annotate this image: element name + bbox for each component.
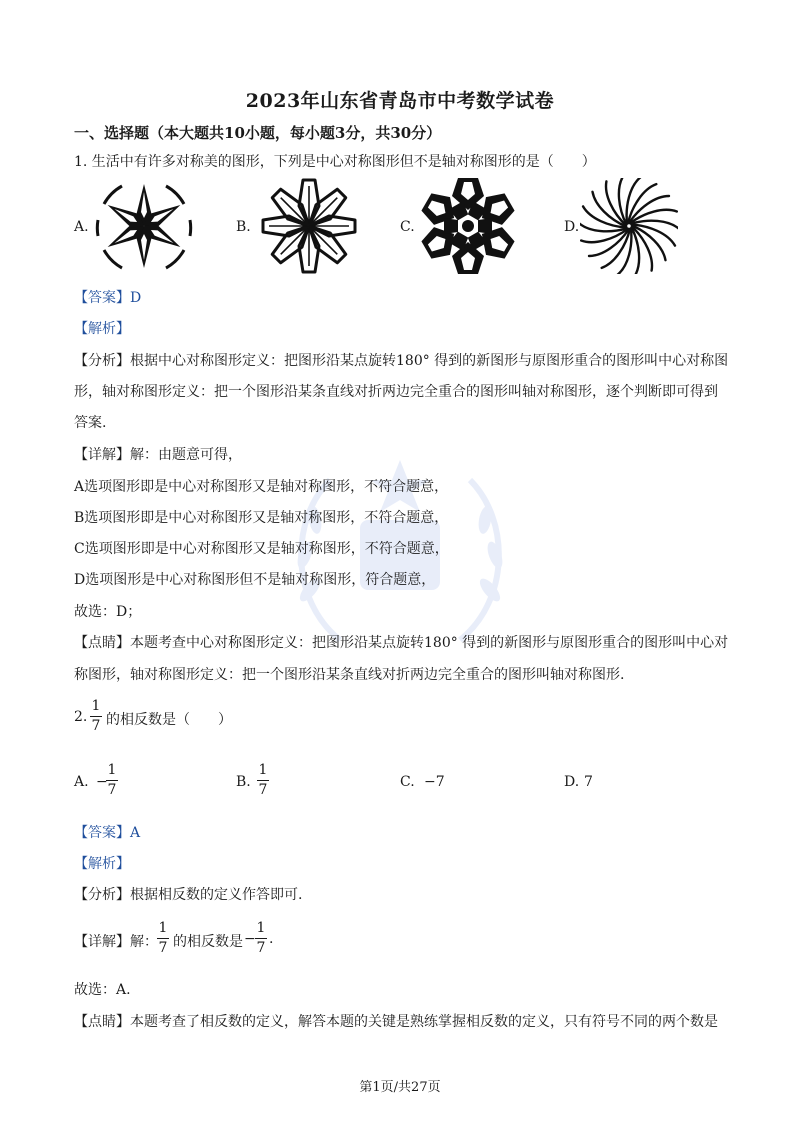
detail-negative-fraction [255,920,267,957]
fraction-bar [90,716,102,717]
option-c-label: C. [400,774,415,790]
fraction-denominator: 7 [258,782,268,798]
question-1-answer: 【答案】D [74,290,142,306]
fraction-denominator: 7 [107,782,117,798]
question-1-detail-line: 【详解】解：由题意可得， [74,447,242,463]
option-b-fraction [257,762,269,799]
question-2-fraction [90,698,102,735]
question-2-stem-tail: 的相反数是（ ） [106,712,232,728]
fraction-numerator: 1 [107,762,117,778]
fraction-denominator: 7 [158,940,168,956]
six-point-star-figure-icon [92,178,196,274]
option-a-fraction [106,762,118,799]
question-2-comment: 【点睛】本题考查了相反数的定义，解答本题的关键是熟练掌握相反数的定义，只有符号不同的两个数是 [74,1014,718,1030]
option-b-label: B. [236,219,251,235]
question-2-analysis: 【分析】根据相反数的定义作答即可. [74,887,303,903]
detail-fraction [157,920,169,957]
question-1-detail-line: A选项图形即是中心对称图形又是轴对称图形，不符合题意， [74,479,449,495]
question-2-answer: 【答案】A [74,825,141,841]
fraction-numerator: 1 [258,762,268,778]
swirl-figure-icon [580,178,678,274]
checkered-snowflake-figure-icon [416,176,520,276]
option-d-label: D. [564,774,580,790]
detail-minus-sign: − [244,931,256,947]
eight-petal-figure-icon [254,176,364,276]
question-2-analysis-heading: 【解析】 [74,856,130,872]
question-2-choice: 故选：A. [74,982,131,998]
question-2-detail-mid: 的相反数是 [173,934,243,950]
question-1-stem: 1. 生活中有许多对称美的图形，下列是中心对称图形但不是轴对称图形的是（ ） [74,154,596,170]
question-1-analysis-heading: 【解析】 [74,321,130,337]
question-1-analysis-line: 答案. [74,415,107,431]
page-footer: 第1页/共27页 [359,1080,441,1095]
document-title: 2023年山东省青岛市中考数学试卷 [245,90,555,112]
fraction-denominator: 7 [256,940,266,956]
option-b-label: B. [236,774,251,790]
fraction-bar [106,780,118,781]
question-1-choice: 故选：D； [74,604,142,620]
fraction-bar [257,780,269,781]
option-d-value: 7 [584,774,593,790]
section-heading: 一、选择题（本大题共10小题，每小题3分，共30分） [74,124,442,142]
question-1-detail-line: B选项图形即是中心对称图形又是轴对称图形，不符合题意， [74,510,449,526]
question-1-detail-line: C选项图形即是中心对称图形又是轴对称图形，不符合题意， [74,541,449,557]
option-c-label: C. [400,219,415,235]
question-2-detail-prefix: 【详解】解： [74,934,158,950]
detail-period: . [269,931,274,947]
option-c-value: −7 [424,774,445,790]
fraction-numerator: 1 [256,920,266,936]
option-a-label: A. [74,219,89,235]
fraction-bar [157,938,169,939]
fraction-denominator: 7 [91,718,101,734]
question-1-comment-line: 【点睛】本题考查中心对称图形定义：把图形沿某点旋转180° 得到的新图形与原图形重合的图形叫中心对 [74,635,729,651]
question-1-analysis-line: 形，轴对称图形定义：把一个图形沿某条直线对折两边完全重合的图形叫轴对称图形，逐个判断即可得到 [74,384,718,400]
fraction-numerator: 1 [158,920,168,936]
question-1-comment-line: 称图形，轴对称图形定义：把一个图形沿某条直线对折两边完全重合的图形叫轴对称图形. [74,667,625,683]
question-1-detail-line: D选项图形是中心对称图形但不是轴对称图形，符合题意， [74,572,436,588]
option-a-label: A. [74,774,89,790]
fraction-numerator: 1 [91,698,101,714]
option-a-minus-sign: − [96,774,108,790]
fraction-bar [255,938,267,939]
question-1-analysis-line: 【分析】根据中心对称图形定义：把图形沿某点旋转180° 得到的新图形与原图形重合的图形叫中心对称图 [74,353,729,369]
question-2-number: 2. [74,709,88,725]
option-d-label: D. [564,219,580,235]
